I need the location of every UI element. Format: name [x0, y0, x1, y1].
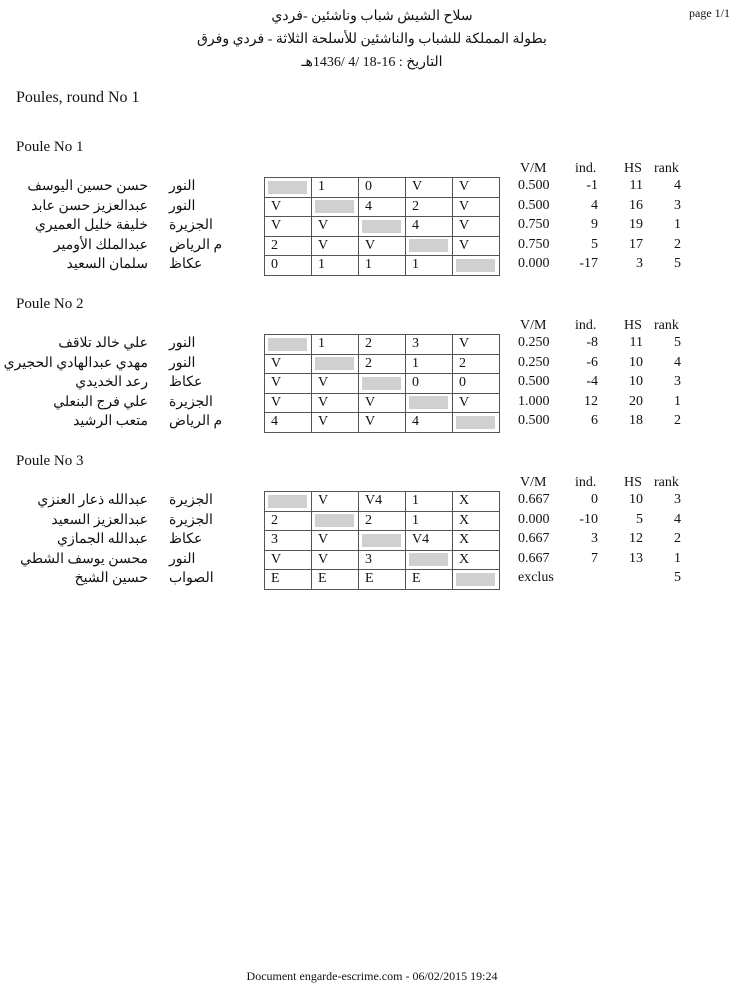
- grid-cell: [359, 236, 406, 256]
- grid-cell: [453, 236, 500, 256]
- fencer-club: الجزيرة: [169, 394, 213, 410]
- bout-result: E: [365, 571, 374, 587]
- fencer-club: النور: [169, 336, 196, 351]
- self-bout-shading: [268, 495, 307, 508]
- grid-cell: [453, 217, 500, 237]
- bout-result: 2: [412, 198, 419, 214]
- fencer-name: رعد الخديدي: [75, 375, 148, 390]
- grid-cell: [312, 236, 359, 256]
- bout-result: V: [318, 493, 329, 509]
- self-bout-shading: [456, 416, 495, 429]
- bout-result: 0: [365, 179, 372, 195]
- fencer-vm: 0.500: [518, 178, 550, 193]
- grid-row: [265, 335, 500, 355]
- self-bout-shading: [268, 181, 307, 194]
- fencer-club: م الرياض: [169, 414, 223, 429]
- poule-grid: [264, 334, 500, 433]
- fencer-vm: 0.000: [518, 511, 550, 527]
- fencer-ind: 0: [591, 492, 598, 507]
- fencer-vm: 0.500: [518, 197, 550, 213]
- bout-result: 4: [412, 414, 419, 430]
- round-title: Poules, round No 1: [16, 89, 140, 106]
- header-vm: V/M: [520, 161, 547, 176]
- grid-row: [265, 236, 500, 256]
- self-bout-shading: [362, 220, 401, 233]
- fencer-ind: 9: [591, 217, 598, 232]
- bout-result: V: [365, 237, 376, 253]
- grid-cell: [453, 550, 500, 570]
- grid-cell: [406, 217, 453, 237]
- self-bout-shading: [315, 514, 354, 527]
- fencer-name: حسين الشيخ: [74, 571, 148, 586]
- fencer-ind: -1: [586, 178, 598, 193]
- grid-cell-self: [265, 335, 312, 355]
- fencer-hs: 11: [629, 335, 643, 350]
- grid-cell-self: [265, 178, 312, 198]
- grid-cell: [359, 393, 406, 413]
- grid-cell: [359, 197, 406, 217]
- grid-cell-self: [406, 550, 453, 570]
- fencer-vm: 0.667: [518, 492, 550, 507]
- fencer-club: الجزيرة: [169, 512, 213, 528]
- grid-cell: [406, 256, 453, 276]
- grid-cell: [359, 570, 406, 590]
- fencer-name: حسن حسين اليوسف: [27, 179, 148, 194]
- grid-cell: [359, 511, 406, 531]
- grid-cell: [265, 374, 312, 394]
- fencer-hs: 11: [629, 178, 643, 193]
- bout-result: 3: [412, 336, 419, 352]
- grid-cell: [265, 550, 312, 570]
- grid-cell: [406, 413, 453, 433]
- grid-cell: [312, 413, 359, 433]
- header-rank: rank: [654, 161, 679, 176]
- fencer-hs: 10: [629, 374, 643, 389]
- bout-result: 1: [318, 257, 325, 273]
- bout-result: 1: [412, 512, 419, 528]
- bout-result: 4: [412, 218, 419, 234]
- bout-result: E: [412, 571, 421, 587]
- header-ind: ind.: [575, 161, 597, 176]
- grid-cell: [406, 197, 453, 217]
- fencer-hs: 20: [629, 393, 643, 409]
- poule-title: Poule No 1: [16, 139, 84, 155]
- fencer-club: النور: [169, 198, 196, 214]
- fencer-club: الجزيرة: [169, 218, 213, 233]
- fencer-club: عكاظ: [169, 257, 203, 272]
- bout-result: 1: [412, 257, 419, 273]
- self-bout-shading: [409, 553, 448, 566]
- poule-grid: [264, 177, 500, 276]
- fencer-hs: 16: [629, 197, 643, 213]
- grid-row: [265, 570, 500, 590]
- bout-result: V: [459, 237, 470, 253]
- header-ind: ind.: [575, 318, 597, 333]
- grid-row: [265, 374, 500, 394]
- grid-cell: [265, 531, 312, 551]
- bout-result: 1: [318, 336, 325, 352]
- grid-cell: [406, 335, 453, 355]
- grid-row: [265, 354, 500, 374]
- bout-result: 0: [459, 375, 466, 391]
- self-bout-shading: [456, 573, 495, 586]
- bout-result: V: [365, 414, 376, 430]
- header-hs: HS: [624, 475, 642, 490]
- bout-result: 3: [271, 532, 278, 548]
- fencer-hs: 10: [629, 354, 643, 370]
- fencer-club: النور: [169, 355, 196, 371]
- poule-title: Poule No 3: [16, 453, 84, 469]
- fencer-vm: 0.250: [518, 354, 550, 370]
- bout-result: V: [459, 336, 470, 352]
- header-date: التاريخ : 16-18 /4 /1436هـ: [301, 55, 443, 70]
- grid-cell: [359, 256, 406, 276]
- bout-result: V: [318, 237, 329, 253]
- fencer-club: عكاظ: [169, 375, 203, 390]
- grid-cell: [312, 492, 359, 512]
- fencer-name: علي خالد تلاقف: [58, 336, 148, 351]
- grid-cell: [453, 393, 500, 413]
- bout-result: 2: [365, 512, 372, 528]
- fencer-ind: 12: [584, 393, 598, 409]
- grid-cell-self: [312, 197, 359, 217]
- header-rank: rank: [654, 475, 679, 490]
- bout-result: X: [459, 532, 470, 548]
- fencer-ind: -4: [586, 374, 598, 389]
- header-title: سلاح الشيش شباب وناشئين -فردي: [271, 9, 473, 24]
- bout-result: V4: [412, 532, 430, 548]
- grid-cell: [312, 217, 359, 237]
- fencer-rank: 1: [674, 217, 681, 232]
- bout-result: V: [365, 394, 376, 410]
- bout-result: V: [271, 394, 282, 410]
- grid-cell-self: [359, 217, 406, 237]
- fencer-rank: 1: [674, 393, 681, 409]
- fencer-ind: -10: [579, 511, 598, 527]
- grid-cell-self: [312, 354, 359, 374]
- fencer-vm: 0.750: [518, 217, 550, 232]
- fencer-club: عكاظ: [169, 532, 203, 547]
- header-hs: HS: [624, 161, 642, 176]
- fencer-ind: -6: [586, 354, 598, 370]
- grid-cell: [406, 492, 453, 512]
- grid-cell: [265, 354, 312, 374]
- grid-cell: [359, 492, 406, 512]
- grid-cell: [265, 236, 312, 256]
- grid-cell: [312, 550, 359, 570]
- grid-cell: [312, 374, 359, 394]
- fencer-ind: -8: [586, 335, 598, 350]
- bout-result: 2: [365, 355, 372, 371]
- fencer-hs: 13: [629, 550, 643, 566]
- grid-cell: [359, 335, 406, 355]
- fencer-rank: 2: [674, 413, 681, 428]
- grid-cell: [453, 511, 500, 531]
- grid-cell: [453, 531, 500, 551]
- fencer-rank: 5: [674, 256, 681, 271]
- bout-result: V: [318, 218, 329, 234]
- bout-result: 1: [365, 257, 372, 273]
- bout-result: V: [271, 375, 282, 391]
- fencer-club: م الرياض: [169, 237, 223, 253]
- bout-result: 0: [271, 257, 278, 273]
- grid-cell: [406, 570, 453, 590]
- header-ind: ind.: [575, 475, 597, 490]
- fencer-ind: 7: [591, 550, 598, 566]
- fencer-rank: 5: [674, 570, 681, 585]
- bout-result: V: [459, 394, 470, 410]
- grid-cell: [359, 413, 406, 433]
- fencer-club: الصواب: [169, 571, 214, 586]
- fencer-ind: 5: [591, 236, 598, 252]
- grid-cell: [453, 374, 500, 394]
- bout-result: X: [459, 493, 470, 509]
- fencer-ind: -17: [579, 256, 598, 271]
- fencer-vm: 0.667: [518, 531, 550, 546]
- fencer-name: عبدالعزيز السعيد: [51, 512, 148, 528]
- bout-result: 1: [412, 493, 419, 509]
- grid-cell: [453, 492, 500, 512]
- grid-row: [265, 256, 500, 276]
- fencer-vm: 1.000: [518, 393, 550, 409]
- grid-cell-self: [359, 531, 406, 551]
- bout-result: 2: [271, 237, 278, 253]
- grid-row: [265, 197, 500, 217]
- grid-cell: [312, 570, 359, 590]
- bout-result: 1: [318, 179, 325, 195]
- bout-result: 4: [271, 414, 278, 430]
- bout-result: V: [271, 551, 282, 567]
- grid-cell: [312, 531, 359, 551]
- fencer-ind: 6: [591, 413, 598, 428]
- bout-result: V: [271, 198, 282, 214]
- self-bout-shading: [315, 357, 354, 370]
- header-vm: V/M: [520, 318, 547, 333]
- grid-cell: [453, 335, 500, 355]
- fencer-hs: 5: [636, 511, 643, 527]
- grid-cell: [359, 354, 406, 374]
- fencer-name: عبدالملك الأومير: [53, 237, 148, 253]
- fencer-rank: 2: [674, 236, 681, 252]
- grid-cell: [453, 354, 500, 374]
- fencer-rank: 2: [674, 531, 681, 546]
- bout-result: V: [318, 375, 329, 391]
- grid-row: [265, 492, 500, 512]
- fencer-name: عبدالله الجمازي: [57, 532, 148, 547]
- fencer-name: خليفة خليل العميري: [34, 218, 148, 233]
- grid-cell-self: [406, 393, 453, 413]
- bout-result: V: [318, 414, 329, 430]
- grid-cell-self: [453, 570, 500, 590]
- self-bout-shading: [362, 377, 401, 390]
- fencer-rank: 3: [674, 492, 681, 507]
- grid-cell: [265, 217, 312, 237]
- bout-result: V: [459, 198, 470, 214]
- grid-cell: [265, 393, 312, 413]
- self-bout-shading: [362, 534, 401, 547]
- header-subtitle: بطولة المملكة للشباب والناشئين للأسلحة الثلاثة - فردي وفرق: [197, 32, 547, 47]
- bout-result: V: [318, 532, 329, 548]
- grid-cell: [453, 197, 500, 217]
- grid-row: [265, 393, 500, 413]
- fencer-rank: 4: [674, 178, 681, 193]
- grid-row: [265, 550, 500, 570]
- bout-result: 2: [271, 512, 278, 528]
- grid-cell-self: [453, 256, 500, 276]
- bout-result: X: [459, 551, 470, 567]
- fencer-vm: 0.750: [518, 236, 550, 252]
- bout-result: 2: [459, 355, 466, 371]
- grid-row: [265, 217, 500, 237]
- grid-cell: [312, 178, 359, 198]
- fencer-name: عبدالله ذعار العنزي: [37, 493, 148, 508]
- grid-cell: [359, 550, 406, 570]
- grid-cell: [312, 393, 359, 413]
- fencer-name: سلمان السعيد: [66, 257, 148, 272]
- grid-cell: [312, 335, 359, 355]
- fencer-name: عبدالعزيز حسن عابد: [31, 198, 148, 214]
- header-hs: HS: [624, 318, 642, 333]
- fencer-hs: 18: [629, 413, 643, 428]
- fencer-vm: 0.250: [518, 335, 550, 350]
- fencer-hs: 12: [629, 531, 643, 546]
- fencer-rank: 4: [674, 511, 681, 527]
- grid-cell: [406, 531, 453, 551]
- fencer-vm: 0.500: [518, 413, 550, 428]
- grid-cell-self: [312, 511, 359, 531]
- grid-cell: [453, 178, 500, 198]
- self-bout-shading: [456, 259, 495, 272]
- bout-result: V: [318, 551, 329, 567]
- self-bout-shading: [315, 200, 354, 213]
- grid-cell: [406, 178, 453, 198]
- bout-result: 2: [365, 336, 372, 352]
- grid-cell: [265, 197, 312, 217]
- bout-result: V: [318, 394, 329, 410]
- bout-result: 1: [412, 355, 419, 371]
- fencer-hs: 17: [629, 236, 643, 252]
- fencer-hs: 10: [629, 492, 643, 507]
- grid-cell: [265, 570, 312, 590]
- bout-result: V: [271, 355, 282, 371]
- grid-cell: [265, 413, 312, 433]
- footer: Document engarde-escrime.com - 06/02/2015 19:24: [246, 969, 498, 983]
- fencer-name: علي فرج البنعلي: [53, 394, 148, 410]
- grid-cell: [312, 256, 359, 276]
- grid-row: [265, 531, 500, 551]
- fencer-hs: 3: [636, 256, 643, 271]
- bout-result: E: [318, 571, 327, 587]
- fencer-vm: exclus: [518, 570, 554, 585]
- bout-result: V: [412, 179, 423, 195]
- poule-title: Poule No 2: [16, 296, 84, 312]
- bout-result: 3: [365, 551, 372, 567]
- grid-cell: [406, 354, 453, 374]
- grid-cell: [406, 374, 453, 394]
- grid-row: [265, 511, 500, 531]
- bout-result: E: [271, 571, 280, 587]
- bout-result: V: [459, 218, 470, 234]
- fencer-name: مهدي عبدالهادي الحجيري: [3, 355, 148, 371]
- grid-row: [265, 413, 500, 433]
- grid-cell: [406, 511, 453, 531]
- bout-result: V: [459, 179, 470, 195]
- fencer-name: محسن يوسف الشطي: [20, 551, 148, 567]
- bout-result: 4: [365, 198, 372, 214]
- fencer-hs: 19: [629, 217, 643, 232]
- grid-cell-self: [265, 492, 312, 512]
- grid-cell: [359, 178, 406, 198]
- grid-cell-self: [453, 413, 500, 433]
- bout-result: V4: [365, 493, 383, 509]
- bout-result: V: [271, 218, 282, 234]
- fencer-rank: 4: [674, 354, 681, 370]
- page-number: page 1/1: [689, 6, 730, 20]
- header-vm: V/M: [520, 475, 547, 490]
- self-bout-shading: [268, 338, 307, 351]
- fencer-club: الجزيرة: [169, 493, 213, 508]
- fencer-ind: 4: [591, 197, 598, 213]
- fencer-name: متعب الرشيد: [73, 414, 148, 429]
- grid-row: [265, 178, 500, 198]
- fencer-vm: 0.500: [518, 374, 550, 389]
- self-bout-shading: [409, 239, 448, 252]
- fencer-club: النور: [169, 179, 196, 194]
- fencer-club: النور: [169, 551, 196, 567]
- fencer-rank: 5: [674, 335, 681, 350]
- fencer-rank: 1: [674, 550, 681, 566]
- grid-cell-self: [406, 236, 453, 256]
- fencer-vm: 0.667: [518, 550, 550, 566]
- bout-result: X: [459, 512, 470, 528]
- fencer-vm: 0.000: [518, 256, 550, 271]
- grid-cell: [265, 256, 312, 276]
- bout-result: 0: [412, 375, 419, 391]
- grid-cell: [265, 511, 312, 531]
- poule-grid: [264, 491, 500, 590]
- self-bout-shading: [409, 396, 448, 409]
- header-rank: rank: [654, 318, 679, 333]
- grid-cell-self: [359, 374, 406, 394]
- fencer-rank: 3: [674, 197, 681, 213]
- fencer-ind: 3: [591, 531, 598, 546]
- fencer-rank: 3: [674, 374, 681, 389]
